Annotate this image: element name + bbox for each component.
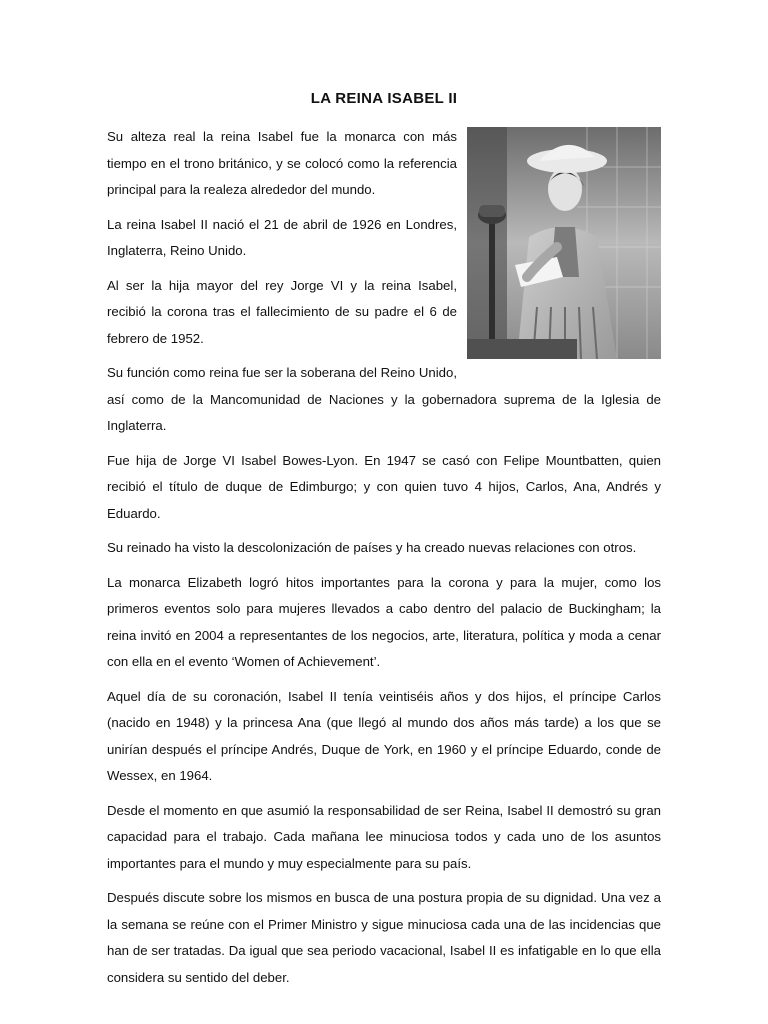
paragraph: Aquel día de su coronación, Isabel II tenía veintiséis años y dos hijos, el príncipe Carlos (nacido en 1948) y la princesa Ana (que llegó al mundo dos años más tarde) a los que se unirían después el príncipe Andrés, Duque de York, en 1960 y el príncipe Eduardo, conde de Wessex, en 1964. [107,688,661,783]
paragraph: Desde el momento en que asumió la responsabilidad de ser Reina, Isabel II demostró su gran capacidad para el trabajo. Cada mañana lee minuciosa todos y cada uno de los asuntos importantes para el mundo y muy especialmente para su país. [107,802,661,871]
paragraph: Al ser la hija mayor del rey Jorge VI y la reina Isabel, recibió la corona tras el fallecimiento de su padre el 6 de febrero de 1952. [107,277,457,346]
paragraph: Fue hija de Jorge VI Isabel Bowes-Lyon. En 1947 se casó con Felipe Mountbatten, quien recibió el título de duque de Edimburgo; y con quien tuvo 4 hijos, Carlos, Ana, Andrés y Eduardo. [107,452,661,521]
paragraph: La reina Isabel II nació el 21 de abril de 1926 en Londres, Inglaterra, Reino Unido. [107,216,457,258]
document-title: LA REINA ISABEL II [310,90,458,107]
document-body [107,124,661,999]
paragraph: Su función como reina fue ser la soberana del Reino Unido, así como de la Mancomunidad de Naciones y la gobernadora suprema de la Iglesia de Inglaterra. [107,365,661,433]
paragraph: La monarca Elizabeth logró hitos importantes para la corona y para la mujer, como los primeros eventos solo para mujeres llevados a cabo dentro del palacio de Buckingham; la reina invitó en 2004 a representantes de los negocios, arte, literatura, política y moda a cenar con ella en el evento ‘Women of Achievement’. [107,574,661,669]
paragraph: Su reinado ha visto la descolonización de países y ha creado nuevas relaciones con otros. [107,540,637,555]
queen-speaking-at-microphone-photo [467,127,661,359]
paragraph: Después discute sobre los mismos en busca de una postura propia de su dignidad. Una vez a la semana se reúne con el Primer Ministro y sigue minuciosa cada una de las incidencias que han de ser tratadas. Da igual que sea periodo vacacional, Isabel II es infatigable en lo que ella considera su sentido del deber. [107,890,661,985]
paragraph: Su alteza real la reina Isabel fue la monarca con más tiempo en el trono británico, y se colocó como la referencia principal para la realeza alrededor del mundo. [107,129,457,197]
